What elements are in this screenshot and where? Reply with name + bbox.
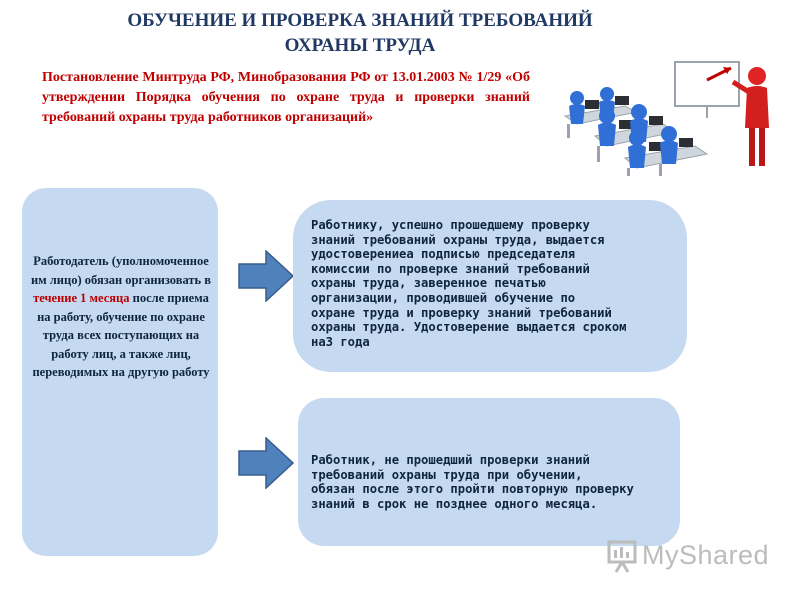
obligation-text-part1: Работодатель (уполномоченное им лицо) обязан организовать в [30, 254, 212, 287]
text-line: обязан после этого пройти повторную проверку [311, 482, 634, 497]
arrow-right-icon [238, 250, 294, 302]
certificate-issuance-text [311, 218, 691, 349]
repeat-check-text [311, 453, 696, 511]
myshared-logo-text[interactable]: MyShared [642, 540, 770, 570]
text-line: знаний в срок не позднее одного месяца. [311, 496, 598, 511]
text-line: требований охраны труда при обучении, [311, 467, 583, 482]
deadline-highlight: течение 1 месяца [33, 291, 130, 305]
title-line-2: ОХРАНЫ ТРУДА [284, 35, 436, 56]
text-line: комиссии по проверке знаний требований [311, 261, 590, 276]
text-line: охраны труда. Удостоверение выдается сроком [311, 320, 627, 335]
text-line: охране труда и проверку знаний требований [311, 305, 612, 320]
myshared-logo-icon [606, 538, 640, 574]
title-line-1: ОБУЧЕНИЕ И ПРОВЕРКА ЗНАНИЙ ТРЕБОВАНИЙ [127, 10, 593, 31]
text-line: на3 года [311, 334, 370, 349]
text-line: Работнику, успешно прошедшему проверку [311, 218, 590, 232]
obligation-text-part2: после приема на работу, обучение по охране труда всех поступающих на работу лиц, а также лиц, переводимых на другую работу [32, 291, 210, 379]
page-title [80, 8, 640, 58]
text-line: охраны труда, заверенное печатью [311, 276, 546, 291]
arrow-right-icon [238, 437, 294, 489]
text-line: удостоверениеа подписью председателя [311, 247, 576, 262]
employer-obligation-text [30, 252, 212, 382]
decree-reference: Постановление Минтруда РФ, Минобразования РФ от 13.01.2003 № 1/29 «Об утверждении Порядка обучения по охране труда и проверки знаний требований охраны труда работников организаций» [42, 70, 530, 125]
text-line: знаний требований охраны труда, выдается [311, 232, 605, 247]
text-line: организации, проводившей обучение по [311, 290, 576, 305]
training-class-illustration [555, 58, 787, 178]
text-line: Работник, не прошедший проверки знаний [311, 453, 590, 467]
